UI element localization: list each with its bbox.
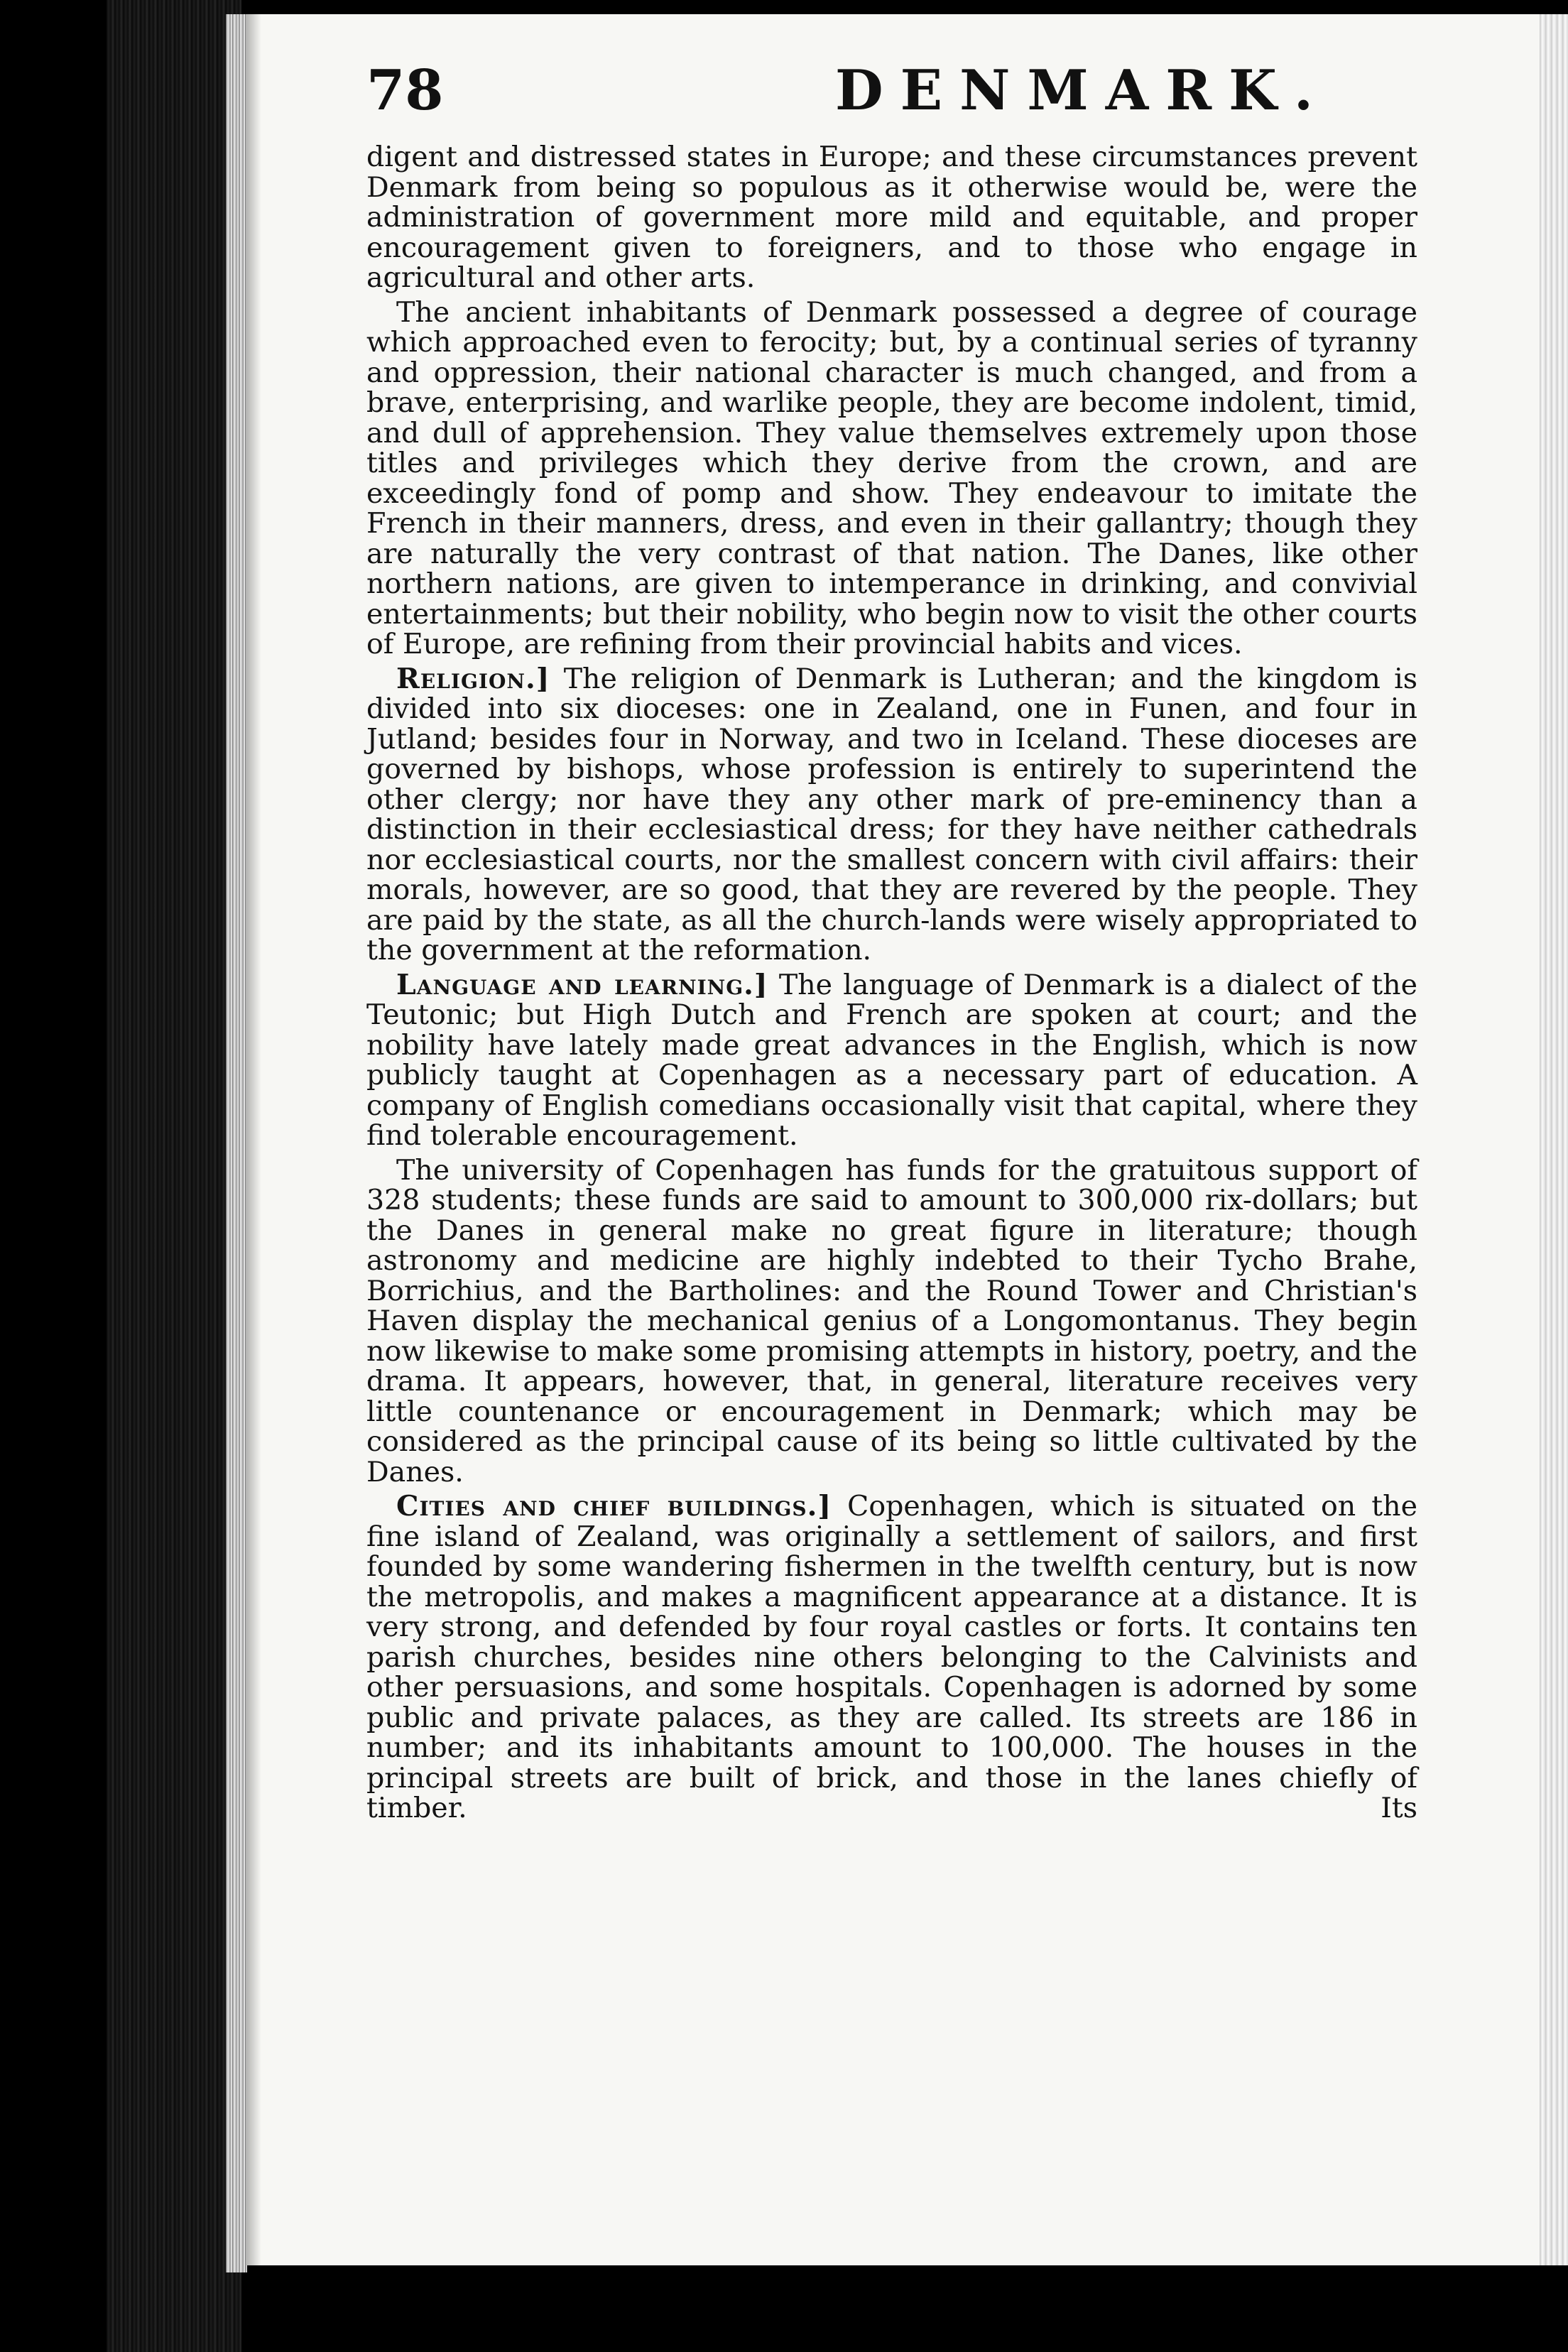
- section-heading: Language and learning.]: [396, 968, 768, 1001]
- section-heading: Religion.]: [396, 662, 550, 695]
- book-spine: [107, 0, 241, 2352]
- paragraph-text: The ancient inhabitants of Denmark possessed a degree of courage which approached even to ferocity; but, by a continual series of tyranny and oppression, their national character is much changed, and from a brave, enterprising, and warlike people, they are become indolent, timid, and dull of apprehension. They value themselves extremely upon those titles and privileges which they derive from the crown, and are exceedingly fond of pomp and show. They endeavour to imitate the French in their manners, dress, and even in their gallantry; though they are naturally the very contrast of that nation. The Danes, like other northern nations, are given to intemperance in drinking, and convivial entertainments; but their nobility, who begin now to visit the other courts of Europe, are refining from their provincial habits and vices.: [366, 295, 1417, 660]
- paragraph: [366, 142, 1417, 293]
- body-text: [366, 142, 1417, 1824]
- paragraph-text: The university of Copenhagen has funds for the gratuitous support of 328 students; these funds are said to amount to 300,000 rix-dollars; but the Danes in general make no great figure in literature; though astronomy and medicine are highly indebted to their Tycho Brahe, Borrichius, and the Bartholines: and the Round Tower and Christian's Haven display the mechanical genius of a Longomontanus. They begin now likewise to make some promising attempts in history, poetry, and the drama. It appears, however, that, in general, literature receives very little countenance or encouragement in Denmark; which may be considered as the principal cause of its being so little cultivated by the Danes.: [366, 1153, 1417, 1488]
- facing-page-edge: [1540, 14, 1568, 2265]
- paragraph: [366, 295, 1417, 660]
- section-heading: Cities and chief buildings.]: [396, 1490, 832, 1523]
- paragraph-text: digent and distressed states in Europe; and these circumstances prevent Denmark from being so populous as it otherwise would be, were the administration of government more mild and equitable, and proper encouragement given to foreigners, and to those who engage in agricultural and other arts.: [366, 141, 1417, 294]
- paragraph: [366, 664, 1417, 966]
- catchword: Its: [1381, 1792, 1417, 1824]
- paragraph: [366, 970, 1417, 1151]
- page-number: 78: [366, 58, 444, 123]
- paragraph: [366, 1155, 1417, 1488]
- paragraph-text: Copenhagen, which is situated on the fine island of Zealand, was originally a settlement of sailors, and first founded by some wandering fishermen in the twelfth century, but is now the metropolis, and makes a magnificent appearance at a distance. It is very strong, and defended by four royal castles or forts. It contains ten parish churches, besides nine others belonging to the Calvinists and other persuasions, and some hospitals. Copenhagen is adorned by some public and private palaces, as they are called. Its streets are 186 in number; and its inhabitants amount to 100,000. The houses in the principal streets are built of brick, and those in the lanes chiefly of timber.: [366, 1490, 1417, 1824]
- running-head: DENMARK.: [835, 58, 1331, 123]
- page-header: [366, 58, 1540, 136]
- page-edges: [226, 14, 247, 2272]
- book-page: [246, 14, 1540, 2265]
- paragraph: [366, 1491, 1417, 1824]
- paragraph-text: The religion of Denmark is Lutheran; and the kingdom is divided into six dioceses: one in Zealand, one in Funen, and four in Jutland; besides four in Norway, and two in Iceland. These dioceses are governed by bishops, whose profession is entirely to superintend the other clergy; nor have they any other mark of pre-eminency than a distinction in their ecclesiastical dress; for they have neither cathedrals nor ecclesiastical courts, nor the smallest concern with civil affairs: their morals, however, are so good, that they are revered by the people. They are paid by the state, as all the church-lands were wisely appropriated to the government at the reformation.: [366, 662, 1417, 967]
- paragraph-text: The language of Denmark is a dialect of the Teutonic; but High Dutch and French are spoken at court; and the nobility have lately made great advances in the English, which is now publicly taught at Copenhagen as a necessary part of education. A company of English comedians occasionally visit that capital, where they find tolerable encouragement.: [366, 968, 1417, 1152]
